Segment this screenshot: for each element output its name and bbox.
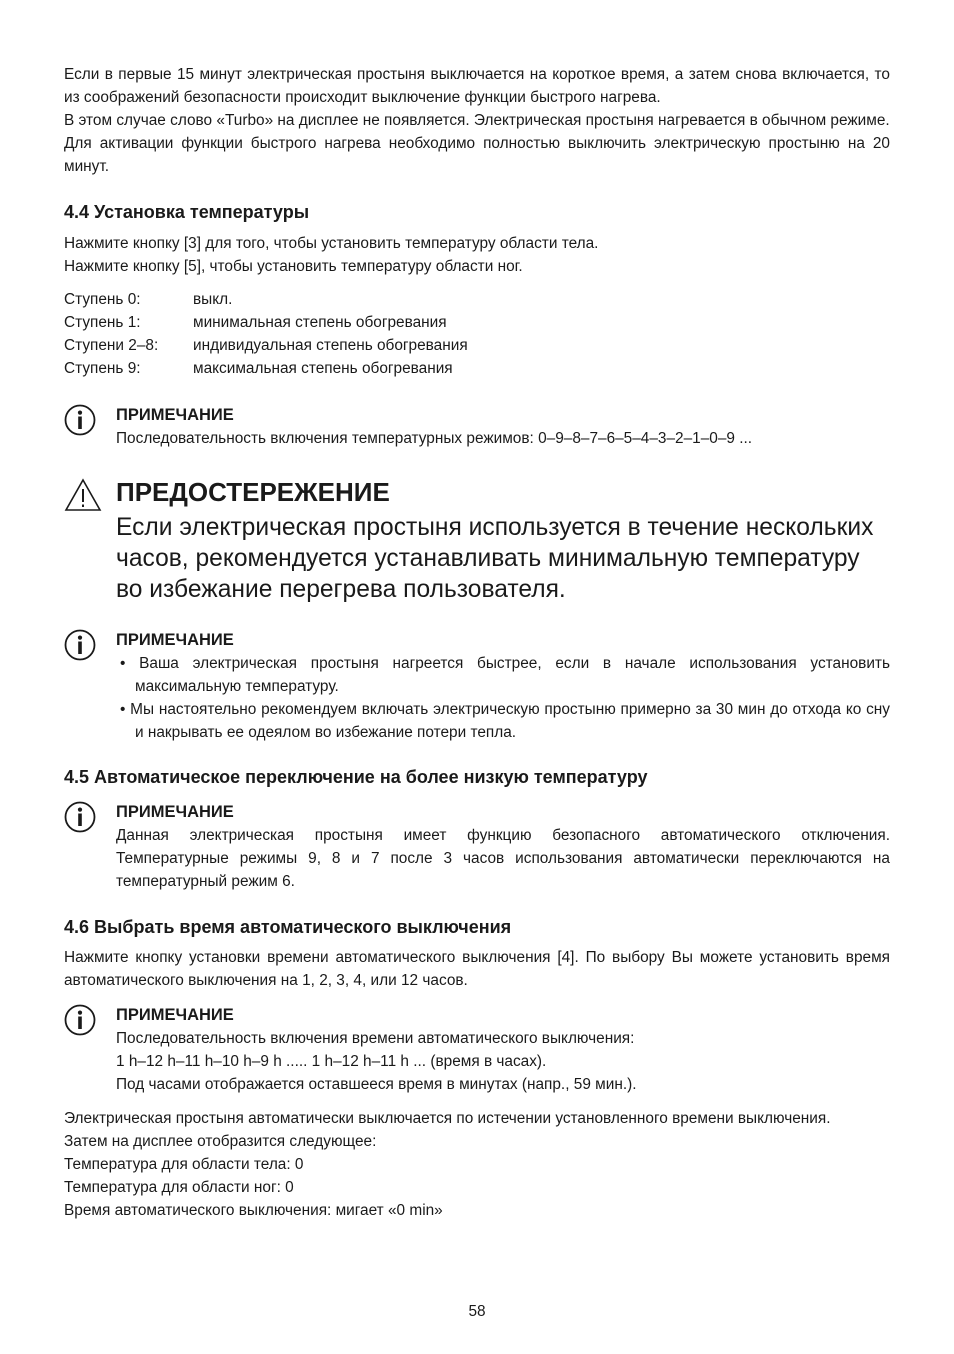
closing-line: Температура для области ног: 0 xyxy=(64,1179,294,1196)
list-item: • Мы настоятельно рекомендуем включать электрическую простыню примерно за 30 мин до отхода ко сну и накрывать ее одеялом во избежание потери тепла. xyxy=(120,701,891,741)
info-icon xyxy=(64,801,96,833)
warning-triangle-icon xyxy=(64,478,102,512)
note-title: ПРИМЕЧАНИЕ xyxy=(116,803,234,821)
closing-line: Затем на дисплее отобразится следующее: xyxy=(64,1133,377,1150)
closing-line: Время автоматического выключения: мигает «0 min» xyxy=(64,1202,443,1219)
closing-line: Электрическая простыня автоматически выключается по истечении установленного времени выключения. xyxy=(64,1110,831,1127)
intro-paragraph: Если в первые 15 минут электрическая простыня выключается на короткое время, а затем снова включается, то из соображений безопасности происходит выключение функции быстрого нагрева. xyxy=(64,66,890,106)
warning-box xyxy=(64,476,890,605)
note-title: ПРИМЕЧАНИЕ xyxy=(116,406,234,424)
step-label: Ступень 1: xyxy=(64,314,141,331)
section-heading-4-6: 4.6 Выбрать время автоматического выключения xyxy=(64,917,512,937)
step-label: Ступень 0: xyxy=(64,291,141,308)
section-4-4-text xyxy=(64,232,890,278)
info-icon xyxy=(64,629,96,661)
bullet-text: Мы настоятельно рекомендуем включать электрическую простыню примерно за 30 мин до отхода ко сну и накрывать ее одеялом во избежание потери тепла. xyxy=(130,701,891,741)
step-description: минимальная степень обогревания xyxy=(193,314,447,331)
warning-text: Если электрическая простыня используется в течение нескольких часов, рекомендуется устанавливать минимальную температуру во избежание перегрева пользователя. xyxy=(116,514,874,603)
note-line: 1 h–12 h–11 h–10 h–9 h ..... 1 h–12 h–11 h ... (время в часах). xyxy=(116,1053,547,1070)
page-number: 58 xyxy=(468,1303,486,1320)
closing-block xyxy=(64,1107,890,1222)
note-line: Последовательность включения времени автоматического выключения: xyxy=(116,1030,635,1047)
step-description: выкл. xyxy=(193,291,233,308)
intro-block xyxy=(64,63,890,178)
intro-paragraph: Для активации функции быстрого нагрева необходимо полностью выключить электрическую простыню на 20 минут. xyxy=(64,135,890,175)
step-description: максимальная степень обогревания xyxy=(193,360,453,377)
temperature-steps-table xyxy=(64,288,890,380)
instruction-line: Нажмите кнопку [5], чтобы установить температуру области ног. xyxy=(64,258,523,275)
list-item: • Ваша электрическая простыня нагреется быстрее, если в начале использования установить максимальную температуру. xyxy=(120,655,890,695)
page-content xyxy=(64,63,890,1222)
step-description: индивидуальная степень обогревания xyxy=(193,337,468,354)
note-text: Данная электрическая простыня имеет функцию безопасного автоматического отключения. Температурные режимы 9, 8 и 7 после 3 часов использования автоматически переключаются на температурный режим 6. xyxy=(116,827,890,890)
info-icon xyxy=(64,404,96,436)
note-box xyxy=(64,801,890,893)
section-4-6-text: Нажмите кнопку установки времени автоматического выключения [4]. По выбору Вы можете установить время автоматического выключения на 1, 2, 3, 4, или 12 часов. xyxy=(64,949,890,989)
section-heading-4-4: 4.4 Установка температуры xyxy=(64,202,310,222)
bullet-text: Ваша электрическая простыня нагреется быстрее, если в начале использования установить максимальную температуру. xyxy=(135,655,890,695)
note-box xyxy=(64,629,890,744)
note-box xyxy=(64,1004,890,1096)
warning-title: ПРЕДОСТЕРЕЖЕНИЕ xyxy=(116,477,390,507)
step-label: Ступени 2–8: xyxy=(64,337,159,354)
note-text: Последовательность включения температурных режимов: 0–9–8–7–6–5–4–3–2–1–0–9 ... xyxy=(116,430,753,447)
note-title: ПРИМЕЧАНИЕ xyxy=(116,1006,234,1024)
intro-paragraph: В этом случае слово «Turbo» на дисплее не появляется. Электрическая простыня нагревается в обычном режиме. xyxy=(64,112,890,129)
note-bullet-list xyxy=(116,652,890,744)
note-box xyxy=(64,404,890,450)
instruction-line: Нажмите кнопку [3] для того, чтобы установить температуру области тела. xyxy=(64,235,599,252)
info-icon xyxy=(64,1004,96,1036)
section-heading-4-5: 4.5 Автоматическое переключение на более низкую температуру xyxy=(64,767,648,787)
note-line: Под часами отображается оставшееся время в минутах (напр., 59 мин.). xyxy=(116,1076,637,1093)
note-title: ПРИМЕЧАНИЕ xyxy=(116,631,234,649)
closing-line: Температура для области тела: 0 xyxy=(64,1156,304,1173)
step-label: Ступень 9: xyxy=(64,360,141,377)
